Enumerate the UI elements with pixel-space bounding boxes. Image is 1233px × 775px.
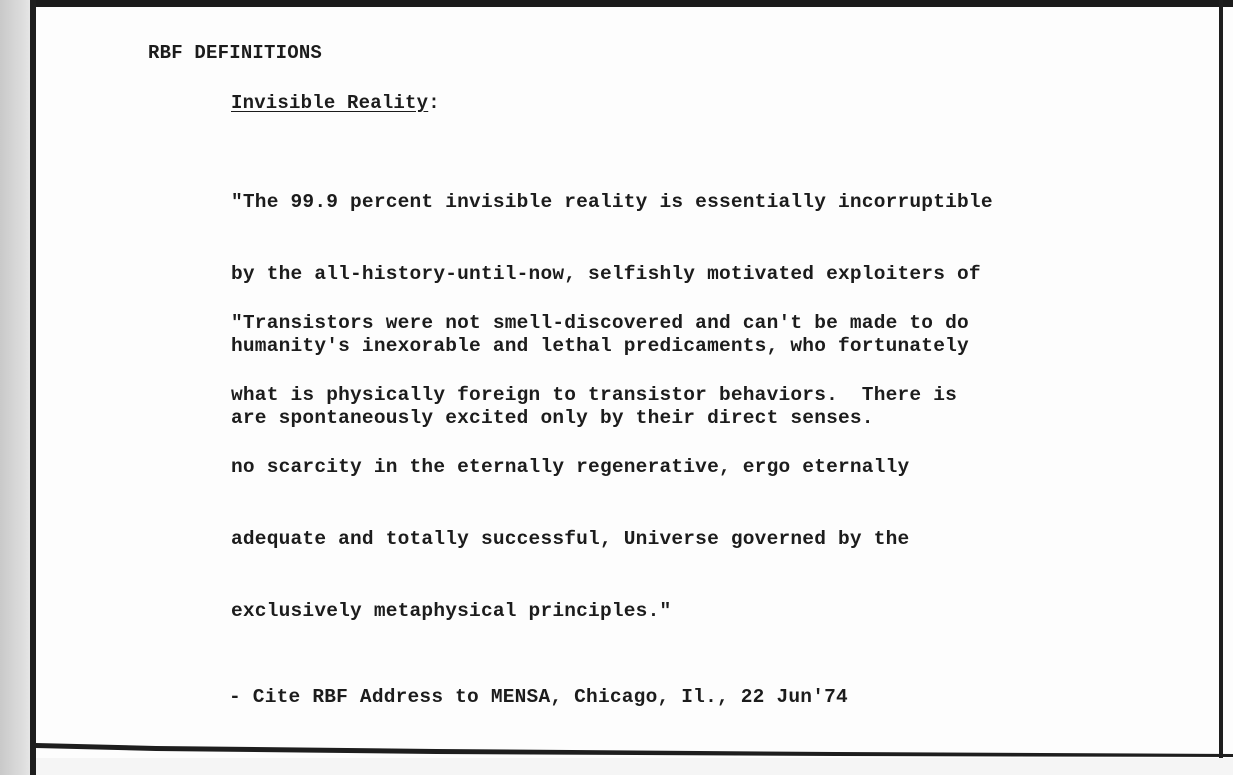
citation: - Cite RBF Address to MENSA, Chicago, Il., 22 Jun'74 (229, 686, 848, 708)
document-title: RBF DEFINITIONS (148, 42, 323, 64)
quote-2-line: "Transistors were not smell-discovered and can't be made to do (231, 312, 969, 334)
quote-1-line: "The 99.9 percent invisible reality is essentially incorruptible (231, 191, 993, 213)
section-heading-colon: : (428, 92, 440, 114)
card-border-left (30, 0, 36, 775)
section-heading-text: Invisible Reality (231, 92, 429, 114)
lower-card-strip (36, 758, 1233, 775)
quote-2-line: what is physically foreign to transistor behaviors. There is (231, 384, 958, 406)
quote-1-line: by the all-history-until-now, selfishly motivated exploiters of (231, 263, 981, 285)
quote-1-line: humanity's inexorable and lethal predicaments, who fortunately (231, 335, 969, 357)
quote-2-line: no scarcity in the eternally regenerative, ergo eternally (231, 456, 910, 478)
quote-1-line: are spontaneously excited only by their direct senses. (231, 407, 874, 429)
card-border-top (30, 0, 1233, 7)
quote-paragraph-2 (231, 263, 969, 671)
quote-2-line: exclusively metaphysical principles." (231, 600, 672, 622)
card-border-bottom (36, 740, 1233, 760)
quote-2-line: adequate and totally successful, Universe governed by the (231, 528, 910, 550)
section-heading (231, 92, 440, 114)
card-border-right (1219, 0, 1223, 758)
